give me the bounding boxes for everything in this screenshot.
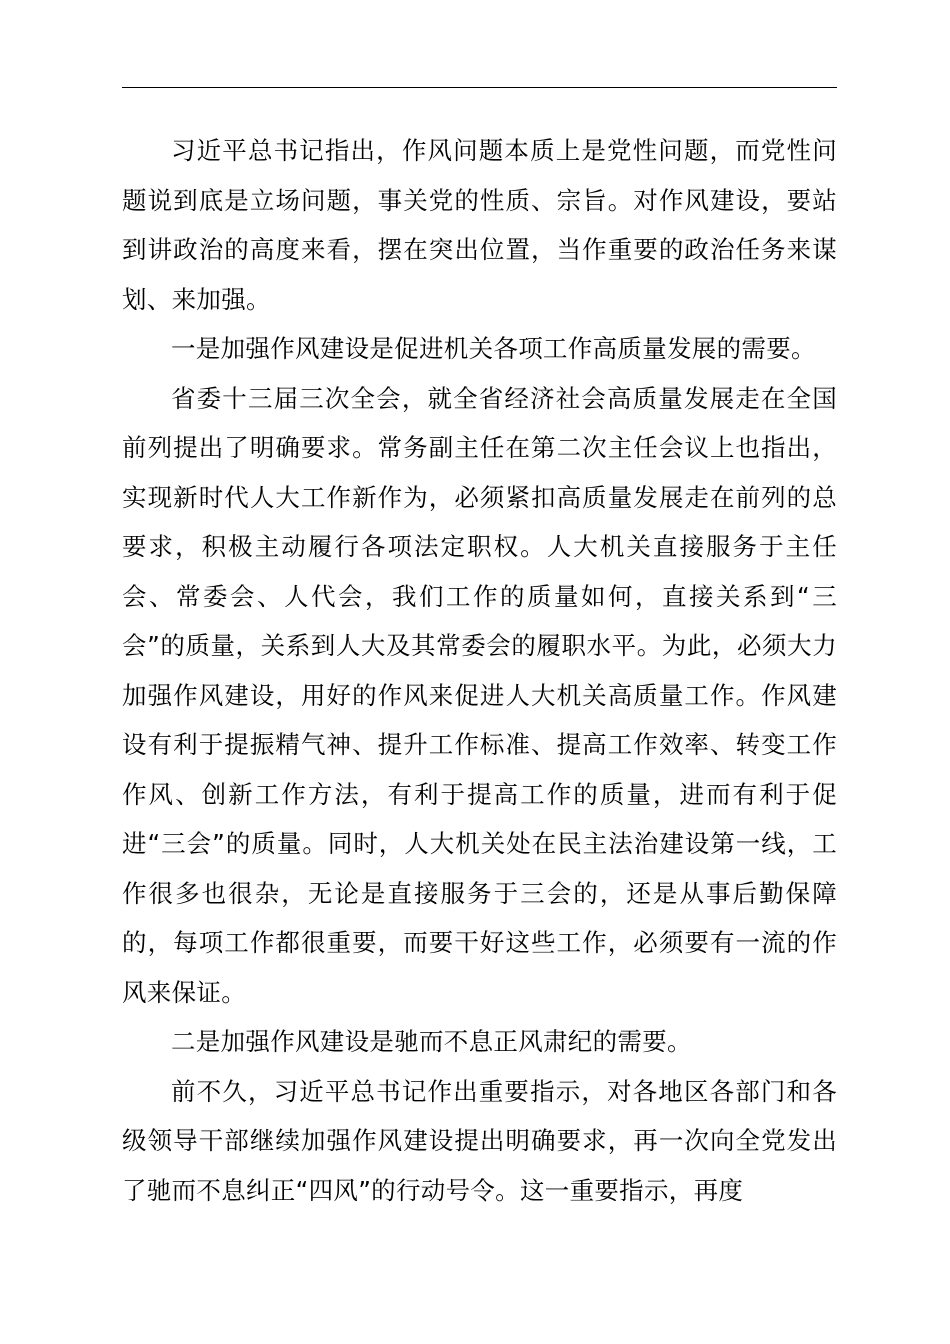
section-heading-one: 一是加强作风建设是促进机关各项工作高质量发展的需要。: [171, 334, 816, 363]
document-body: [122, 126, 837, 1215]
section-heading-two: 二是加强作风建设是驰而不息正风肃纪的需要。: [171, 1027, 692, 1056]
paragraph-section-two: 前不久，习近平总书记作出重要指示，对各地区各部门和各级领导干部继续加强作风建设提出明确要求，再一次向全党发出了驰而不息纠正“四风”的行动号令。这一重要指示，再度: [122, 1076, 837, 1205]
paragraph-section-one: 省委十三届三次全会，就全省经济社会高质量发展走在全国前列提出了明确要求。常务副主任在第二次主任会议上也指出，实现新时代人大工作新作为，必须紧扣高质量发展走在前列的总要求，积极主动履行各项法定职权。人大机关直接服务于主任会、常委会、人代会，我们工作的质量如何，直接关系到“三会”的质量，关系到人大及其常委会的履职水平。为此，必须大力加强作风建设，用好的作风来促进人大机关高质量工作。作风建设有利于提振精气神、提升工作标准、提高工作效率、转变工作作风、创新工作方法，有利于提高工作的质量，进而有利于促进“三会”的质量。同时，人大机关处在民主法治建设第一线，工作很多也很杂，无论是直接服务于三会的，还是从事后勤保障的，每项工作都很重要，而要干好这些工作，必须要有一流的作风来保证。: [122, 383, 837, 1007]
header-rule: [122, 87, 837, 88]
paragraph-intro: 习近平总书记指出，作风问题本质上是党性问题，而党性问题说到底是立场问题，事关党的性质、宗旨。对作风建设，要站到讲政治的高度来看，摆在突出位置，当作重要的政治任务来谋划、来加强。: [122, 136, 837, 314]
